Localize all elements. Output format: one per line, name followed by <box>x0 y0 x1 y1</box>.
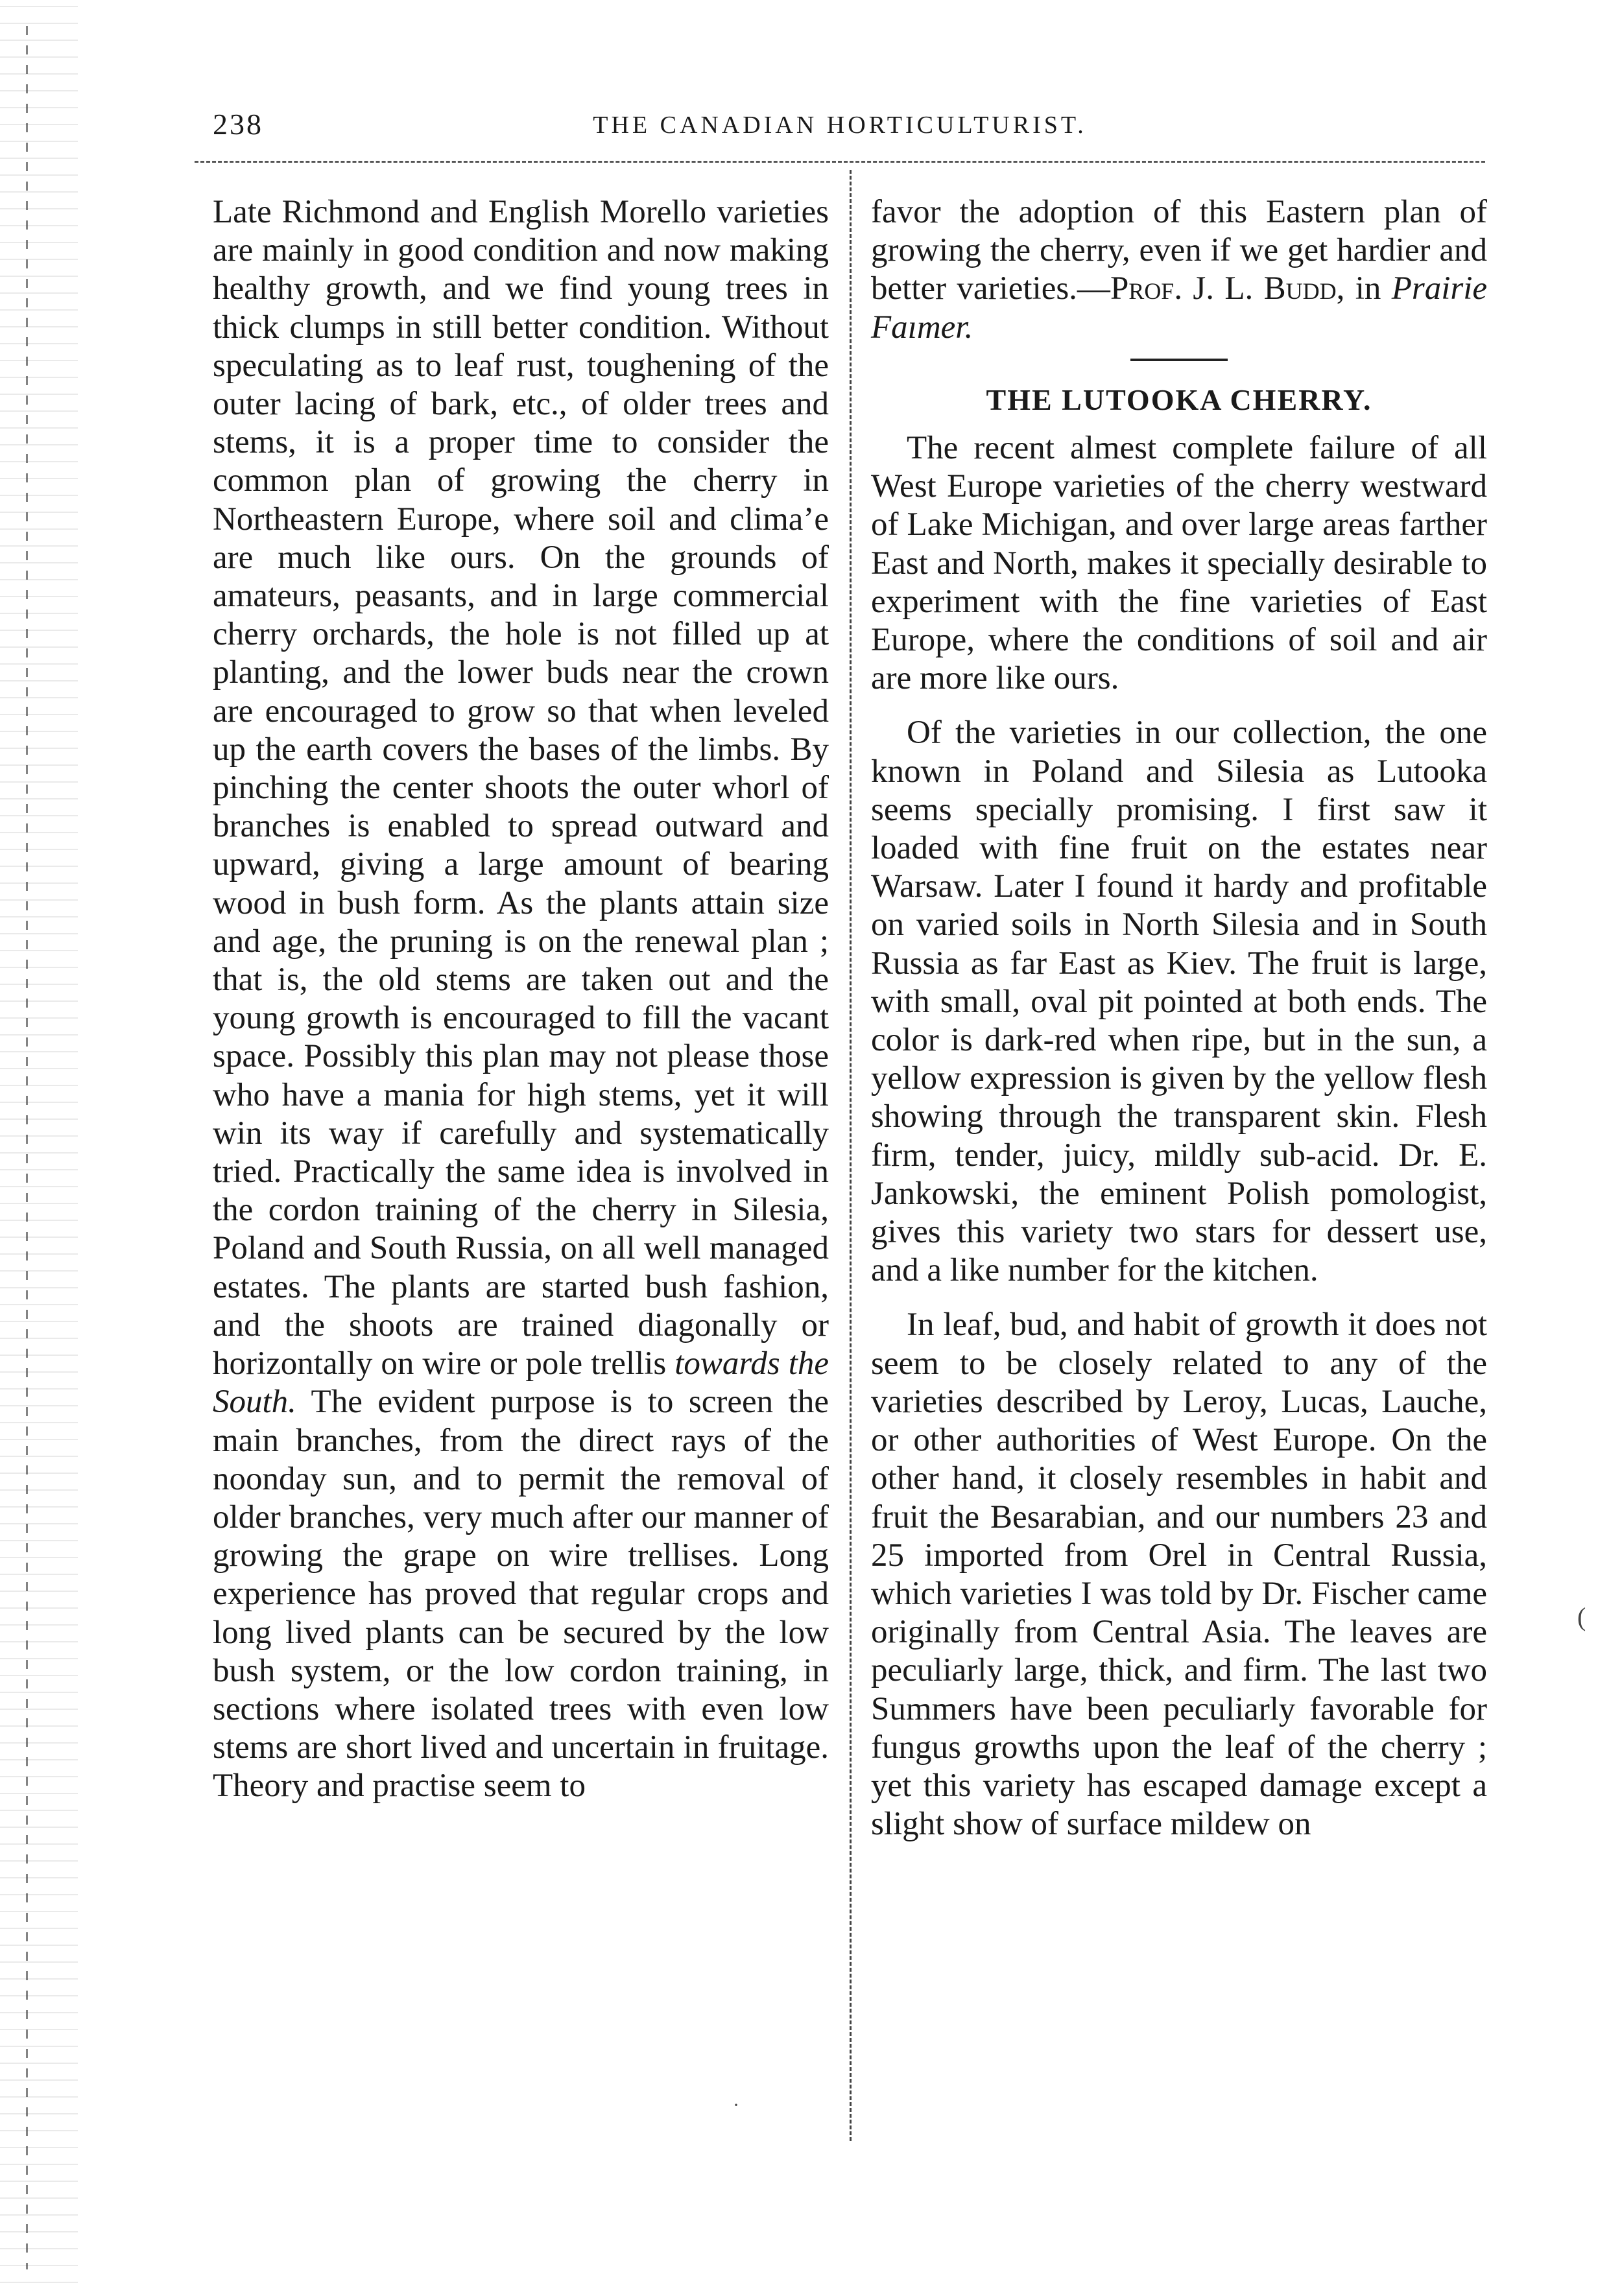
author-initials: J. L. <box>1182 270 1264 307</box>
left-paragraph-italic: towards the South. <box>213 1345 829 1421</box>
continuation-text: favor the adoption of this Eastern plan of growing the cherry, even if we get hardier and better varieties.— <box>871 194 1487 307</box>
section-heading: THE LUTOOKA CHERRY. <box>986 383 1372 416</box>
binding-stitch-line <box>26 26 28 2269</box>
left-paragraph-text-b: The evident purpose is to screen the main branches, from the direct rays of the noonday sun, and to permit the removal of older branches, very much after our manner of growing the grape on wire trellises. Long experience has proved that regular crops and long lived plants can be secured by the low bush system, or the low cordon training, in sections where isolated trees with even low stems are short lived and uncertain in fruitage. Theory and practise seem to <box>213 1384 829 1805</box>
page-binding-edge <box>0 0 78 2296</box>
journal-title: THE CANADIAN HORTICULTURIST. <box>593 112 1087 139</box>
page-number: 238 <box>213 108 263 141</box>
margin-speck: · <box>733 2094 739 2116</box>
left-paragraph-text-a: Late Richmond and English Morello varieties are mainly in good condition and now making healthy growth, and we find young trees in thick clumps in still better condition. Without speculating as to leaf rust, toughening of the outer lacing of bark, etc., of older trees and stems, it is a proper time to consider the common plan of growing the cherry in Northeastern Europe, where soil and clima’e are much like ours. On the grounds of amateurs, peasants, and in large commercial cherry orchards, the hole is not filled up at planting, and the lower buds near the crown are encouraged to grow so that when leveled up the earth covers the bases of the limbs. By pinching the center shoots the outer whorl of branches is enabled to spread outward and upward, giving a large amount of bearing wood in bush form. As the plants attain size and age, the pruning is on the renewal plan ; that is, the old stems are taken out and the young growth is encouraged to fill the vacant space. Possibly this plan may not please those who have a mania for high stems, yet it will win its way if carefully and systematically tried. Practically the same idea is involved in the cordon training of the cherry in Silesia, Poland and South Russia, on all well managed estates. The plants are started bush fashion, and the shoots are trained diagonally or horizontally on wire or pole trellis <box>213 194 829 1382</box>
left-column <box>213 193 829 1806</box>
margin-speck: ( <box>1577 1602 1586 1631</box>
continuation-paragraph <box>871 193 1487 347</box>
section-separator-rule <box>1130 359 1228 361</box>
column-divider <box>850 170 852 2141</box>
right-column <box>871 193 1487 1843</box>
running-head <box>195 107 1485 152</box>
article-paragraph-3: In leaf, bud, and habit of growth it does not seem to be closely related to any of the varieties described by Leroy, Lucas, Lauche, or other authorities of West Europe. On the other hand, it closely resembles in habit and fruit the Besarabian, and our numbers 23 and 25 imported from Orel in Central Russia, which varieties I was told by Dr. Fischer came originally from Central Asia. The leaves are peculiarly large, thick, and firm. The last two Summers have been peculiarly favorable for fungus growths upon the leaf of the cherry ; yet this variety has escaped damage except a slight show of surface mildew on <box>871 1307 1487 1843</box>
header-rule <box>195 161 1485 163</box>
article-paragraph-2: Of the varieties in our collection, the one known in Poland and Silesia as Lutooka seems specially promising. I first saw it loaded with fine fruit on the estates near Warsaw. Later I found it hardy and profitable on varied soils in North Silesia and in South Russia as far East as Kiev. The fruit is large, with small, oval pit pointed at both ends. The color is dark-red when ripe, but in the sun, a yellow expression is given by the yellow flesh showing through the transparent skin. Flesh firm, tender, juicy, mildly sub-acid. Dr. E. Jankowski, the eminent Polish pomologist, gives this variety two stars for dessert use, and a like number for the kitchen. <box>871 715 1487 1289</box>
left-paragraph <box>213 193 829 1806</box>
author-in: , in <box>1336 270 1392 307</box>
article-paragraph-1: The recent almest complete failure of all West Europe varieties of the cherry westward of Lake Michigan, and over large areas farther East and North, makes it specially desirable to experiment with the fine varieties of East Europe, where the conditions of soil and air are more like ours. <box>871 430 1487 697</box>
author-surname: Budd <box>1263 270 1337 307</box>
publication-name: Prairie Faımer. <box>871 270 1488 346</box>
author-title: Prof. <box>1110 270 1183 307</box>
